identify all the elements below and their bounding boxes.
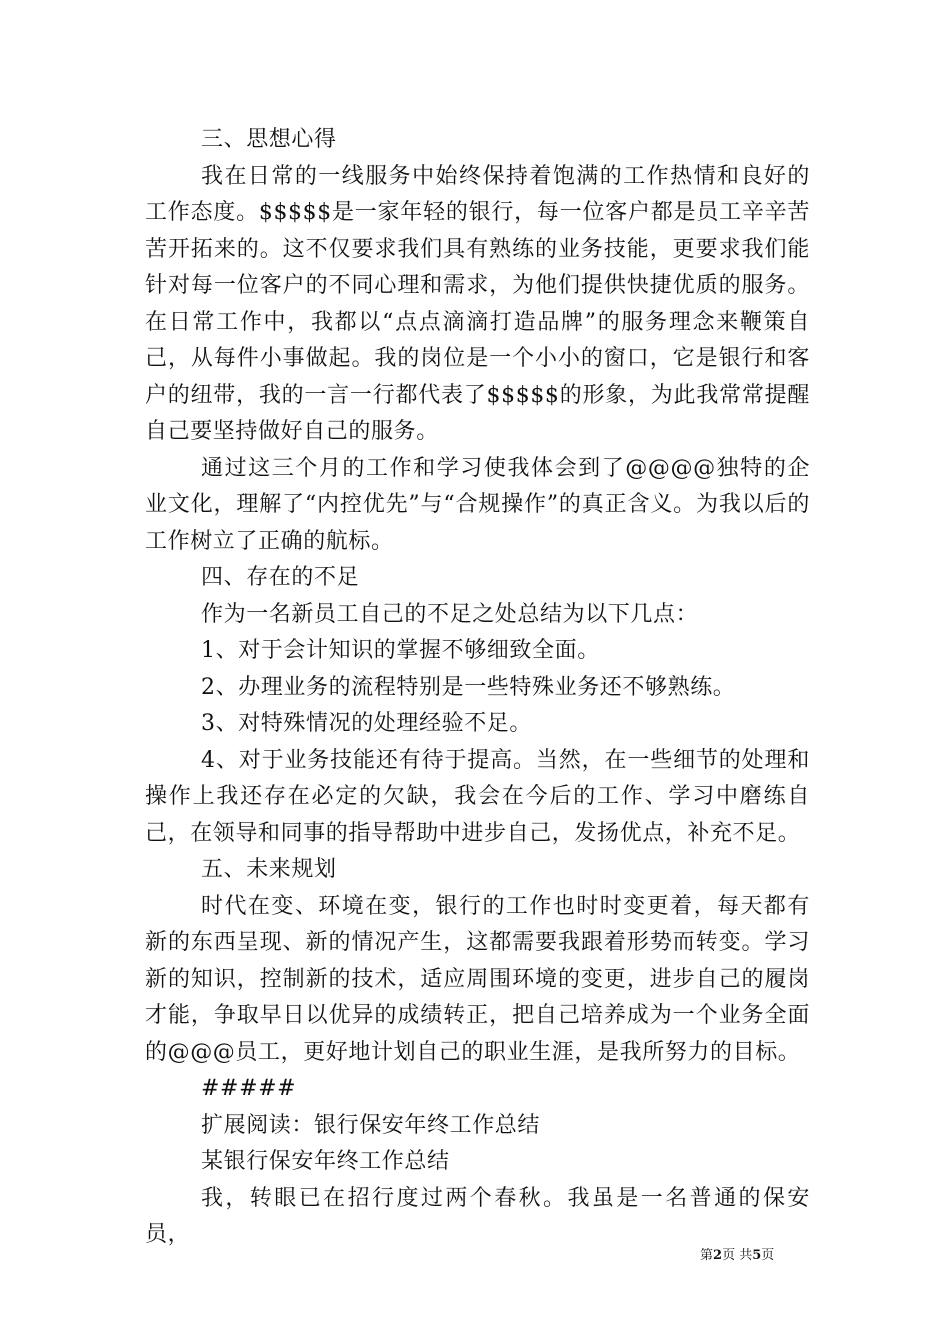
list-item-shortcoming-1: 1、对于会计知识的掌握不够细致全面。 <box>201 638 600 663</box>
paragraph-future-plan: 时代在变、环境在变，银行的工作也时时变更着，每天都有新的东西呈现、新的情况产生，这都需要我跟着形势而转变。学习新的知识，控制新的技术，适应周围环境的变更，进步自己的履岗才能，争取早日以优异的成绩转正，把自己培养成为一个业务全面的@@@员工，更好地计划自己的职业生涯，是我所努力的目标。 <box>145 893 810 1065</box>
separator-hashes: ##### <box>201 1076 297 1101</box>
section-heading-thoughts: 三、思想心得 <box>201 127 337 152</box>
list-item-shortcoming-2: 2、办理业务的流程特别是一些特殊业务还不够熟练。 <box>201 674 736 700</box>
footer-middle: 页 共 <box>722 1248 753 1263</box>
footer-current-page: 2 <box>713 1248 723 1263</box>
section-heading-future-plan: 五、未来规划 <box>201 857 337 882</box>
paragraph-shortcomings-intro: 作为一名新员工自己的不足之处总结为以下几点： <box>201 601 699 627</box>
list-item-shortcoming-4: 4、对于业务技能还有待于提高。当然，在一些细节的处理和操作上我还存在必定的欠缺，我会在今后的工作、学习中磨练自己，在领导和同事的指导帮助中进步自己，发扬优点，补充不足。 <box>145 747 810 846</box>
paragraph-corporate-culture: 通过这三个月的工作和学习使我体会到了@@@@独特的企业文化，理解了“内控优先”与“合规操作”的真正含义。为我以后的工作树立了正确的航标。 <box>145 455 810 554</box>
extended-reading-title: 扩展阅读：银行保安年终工作总结 <box>201 1112 541 1138</box>
footer-suffix: 页 <box>761 1248 775 1263</box>
list-item-shortcoming-3: 3、对特殊情况的处理经验不足。 <box>201 711 532 736</box>
footer-prefix: 第 <box>700 1248 714 1263</box>
paragraph-service-attitude: 我在日常的一线服务中始终保持着饱满的工作热情和良好的工作态度。$$$$$是一家年轻的银行，每一位客户都是员工辛辛苦苦开拓来的。这不仅要求我们具有熟练的业务技能，更要求我们能针对每一位客户的不同心理和需求，为他们提供快捷优质的服务。在日常工作中，我都以“点点滴滴打造品牌”的服务理念来鞭策自己，从每件小事做起。我的岗位是一个小小的窗口，它是银行和客户的纽带，我的一言一行都代表了$$$$$的形象，为此我常常提醒自己要坚持做好自己的服务。 <box>145 163 810 444</box>
footer-total-pages: 5 <box>752 1248 762 1263</box>
article-title: 某银行保安年终工作总结 <box>201 1149 450 1174</box>
page-number-footer <box>700 1247 820 1265</box>
document-body <box>145 122 810 1254</box>
section-heading-shortcomings: 四、存在的不足 <box>201 565 360 590</box>
paragraph-security-guard-intro: 我，转眼已在招行度过两个春秋。我虽是一名普通的保安员， <box>145 1185 810 1247</box>
